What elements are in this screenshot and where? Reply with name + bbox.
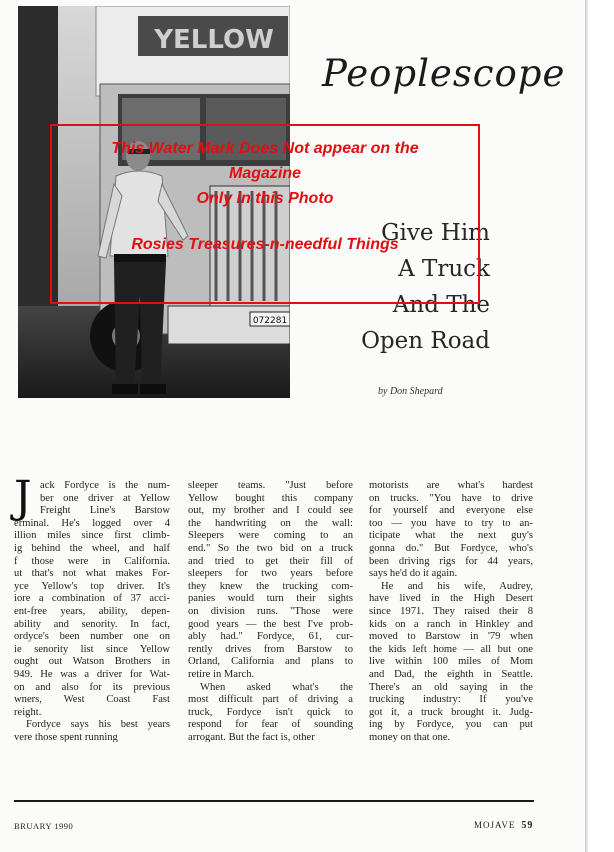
article-line: and Dad, the eighth in Seattle. (369, 668, 533, 680)
article-column-1 (14, 480, 170, 742)
article-line: Yellow bought this company (188, 492, 353, 504)
article-line: been driving rigs for 44 years, (369, 555, 533, 567)
article-line: motorists are what's hardest (369, 480, 533, 491)
headline-line: Open Road (361, 328, 490, 354)
article-line: trucking industry: If you've (369, 694, 533, 706)
article-line: Sleepers were coming to an (188, 530, 353, 542)
article-line: got it, a truck brought it. Judg- (369, 706, 533, 718)
article-line: too — you have to try to an- (369, 517, 533, 529)
headline-line: Give Him (381, 220, 490, 246)
drop-cap: J (14, 472, 32, 523)
article-line: have lived in the High Desert (369, 593, 533, 605)
article-line: rently drives from Barstow to (188, 643, 353, 655)
article-line: says he'd do it again. (369, 568, 458, 580)
article-line: ber one driver at Yellow (40, 492, 170, 504)
article-line: illion miles since first climb- (14, 530, 170, 542)
article-line: He and his wife, Audrey, (381, 580, 533, 592)
article-line: 949. He was a driver for Wat- (14, 668, 170, 680)
article-line: retire in March. (188, 668, 255, 680)
article-line: ought out Watson Brothers in (14, 656, 170, 668)
article-line: ig behind the wheel, and half (14, 542, 170, 554)
article-line: they knew the trucking com- (188, 580, 353, 592)
article-line: on and also for its previous (14, 681, 170, 693)
article-line: money on that one. (369, 731, 451, 742)
article-line: moved to Barstow in '79 when (369, 631, 533, 643)
article-line: truck, Fordyce isn't quick to (188, 706, 353, 718)
article-line: live within 100 miles of Mom (369, 656, 533, 668)
watermark-line: This Water Mark Does Not appear on the (111, 140, 419, 157)
article-line: respond for fear of sounding (188, 719, 353, 731)
article-line: iore a combination of 37 acci- (14, 593, 170, 605)
article-line: erminal. He's logged over 4 (14, 517, 170, 529)
article-line: kids on a ranch in Hinkley and (369, 618, 533, 630)
article-line: ent-free years, ability, depen- (14, 605, 170, 617)
article-line: ut that's not what makes For- (14, 568, 170, 580)
footer-rule (14, 800, 534, 802)
folio (474, 820, 533, 831)
article-line: the kids left home — all but one (369, 643, 533, 655)
watermark-text (50, 136, 480, 211)
article-line: panies would turn their sights (188, 593, 353, 605)
article-line: good years — the best I've prob- (188, 618, 353, 630)
article-line: yce Yellow's top driver. It's (14, 580, 170, 592)
article-line: Fordyce says his best years (26, 719, 170, 731)
article-line: since 1971. They raised their 8 (369, 605, 533, 617)
article-line: vere those spent running (14, 731, 118, 742)
article-line: Freight Line's Barstow (40, 505, 170, 517)
article-line: ie senority list since Yellow (14, 643, 170, 655)
section-title: Peoplescope (322, 52, 566, 95)
article-line: ably had." Fordyce, 61, cur- (188, 631, 353, 643)
issue-date: BRUARY 1990 (14, 821, 74, 831)
article-line: ing by Fordyce, you can put (369, 719, 533, 731)
article-line: on trucks. "You have to drive (369, 492, 533, 504)
article-line: for yourself and everyone else (369, 505, 533, 517)
magazine-name: MOJAVE (474, 820, 516, 830)
headline-line: A Truck (398, 256, 490, 282)
article-line: wners, West Coast Fast (14, 694, 170, 706)
article-line: sleeper teams. "Just before (188, 480, 353, 491)
watermark-line: Magazine (228, 165, 301, 182)
article-line: arrogant. But the fact is, other (188, 731, 315, 742)
article-column-3 (369, 480, 533, 742)
article-line: gonna do." But Fordyce, who's (369, 542, 533, 554)
article-line: ordyce's been number one on (14, 631, 170, 643)
article-line: most difficult part of driving a (188, 694, 353, 706)
article-line: on division runs. "Those were (188, 605, 353, 617)
article-line: Orland, California and plans to (188, 656, 353, 668)
article-line: and tried to get their fill of (188, 555, 353, 567)
article-line: sleepers for two years before (188, 568, 353, 580)
headline-line: And The (392, 292, 490, 318)
page-number: 59 (521, 820, 534, 831)
article-line: f those were in California. (14, 555, 170, 567)
watermark-line: Only in this Photo (196, 190, 334, 207)
watermark-line: Rosies Treasures-n-needful Things (131, 236, 399, 253)
license-plate: 072281 (252, 316, 288, 326)
article-line: ability and senority. In fact, (14, 618, 170, 630)
article-line: When asked what's the (200, 681, 353, 693)
article-line: out, my brother and I could see (188, 505, 353, 517)
article-line: ticipate what the next guy's (369, 530, 533, 542)
article-line: end." So the two bid on a truck (188, 542, 353, 554)
article-line: the handwriting on the wall: (188, 517, 353, 529)
trailer-lettering: YELLOW (154, 25, 274, 55)
article-line: reight. (14, 706, 42, 718)
article-line: ack Fordyce is the num- (40, 480, 170, 491)
page-edge (585, 0, 588, 852)
article-column-2 (188, 480, 353, 742)
byline: by Don Shepard (378, 386, 443, 397)
article-line: There's an old saying in the (369, 681, 533, 693)
